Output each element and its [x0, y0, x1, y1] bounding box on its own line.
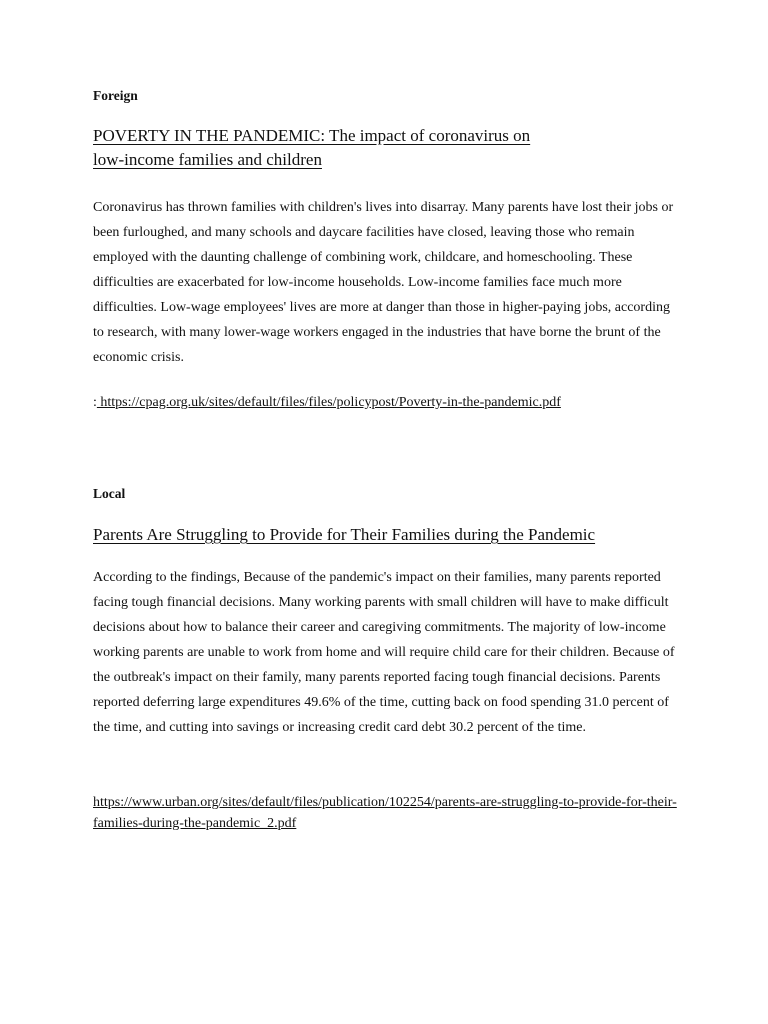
- local-source-link[interactable]: https://www.urban.org/sites/default/files/publication/102254/parents-are-struggling-to-provide-for-their-families-during-the-pandemic_2.pdf: [93, 795, 677, 831]
- foreign-title-line-1: POVERTY IN THE PANDEMIC: The impact of coronavirus on: [93, 126, 531, 145]
- foreign-title-line-2: low-income families and children: [93, 150, 322, 169]
- local-article-body: According to the findings, Because of the pandemic's impact on their families, many parents reported facing tough financial decisions. Many working parents with small children will have to make difficult decisions about how to balance their career and caregiving commitments. The majority of low-income working parents are unable to work from home and will require child care for their children. Because of the outbreak's impact on their family, many parents reported facing tough financial decisions. Parents reported deferring large expenditures 49.6% of the time, cutting back on food spending 31.0 percent of the time, and cutting into savings or increasing credit card debt 30.2 percent of the time.: [93, 570, 675, 735]
- foreign-article-body: Coronavirus has thrown families with children's lives into disarray. Many parents have lost their jobs or been furloughed, and many schools and daycare facilities have closed, leaving those who remain employed with the daunting challenge of combining work, childcare, and homeschooling. These difficulties are exacerbated for low-income households. Low-income families face much more difficulties. Low-wage employees' lives are more at danger than those in higher-paying jobs, according to research, with many lower-wage workers engaged in the industries that have borne the brunt of the economic crisis.: [93, 200, 674, 365]
- local-section-label: Local: [93, 486, 126, 501]
- foreign-source-line: [93, 392, 678, 413]
- local-article-title: Parents Are Struggling to Provide for Their Families during the Pandemic: [93, 525, 596, 544]
- foreign-link-prefix: :: [93, 395, 97, 410]
- foreign-article-title: [93, 124, 530, 172]
- local-source-line: [93, 792, 678, 834]
- foreign-source-link[interactable]: https://cpag.org.uk/sites/default/files/files/policypost/Poverty-in-the-pandemic.pdf: [96, 395, 561, 410]
- foreign-section-label: Foreign: [93, 88, 138, 103]
